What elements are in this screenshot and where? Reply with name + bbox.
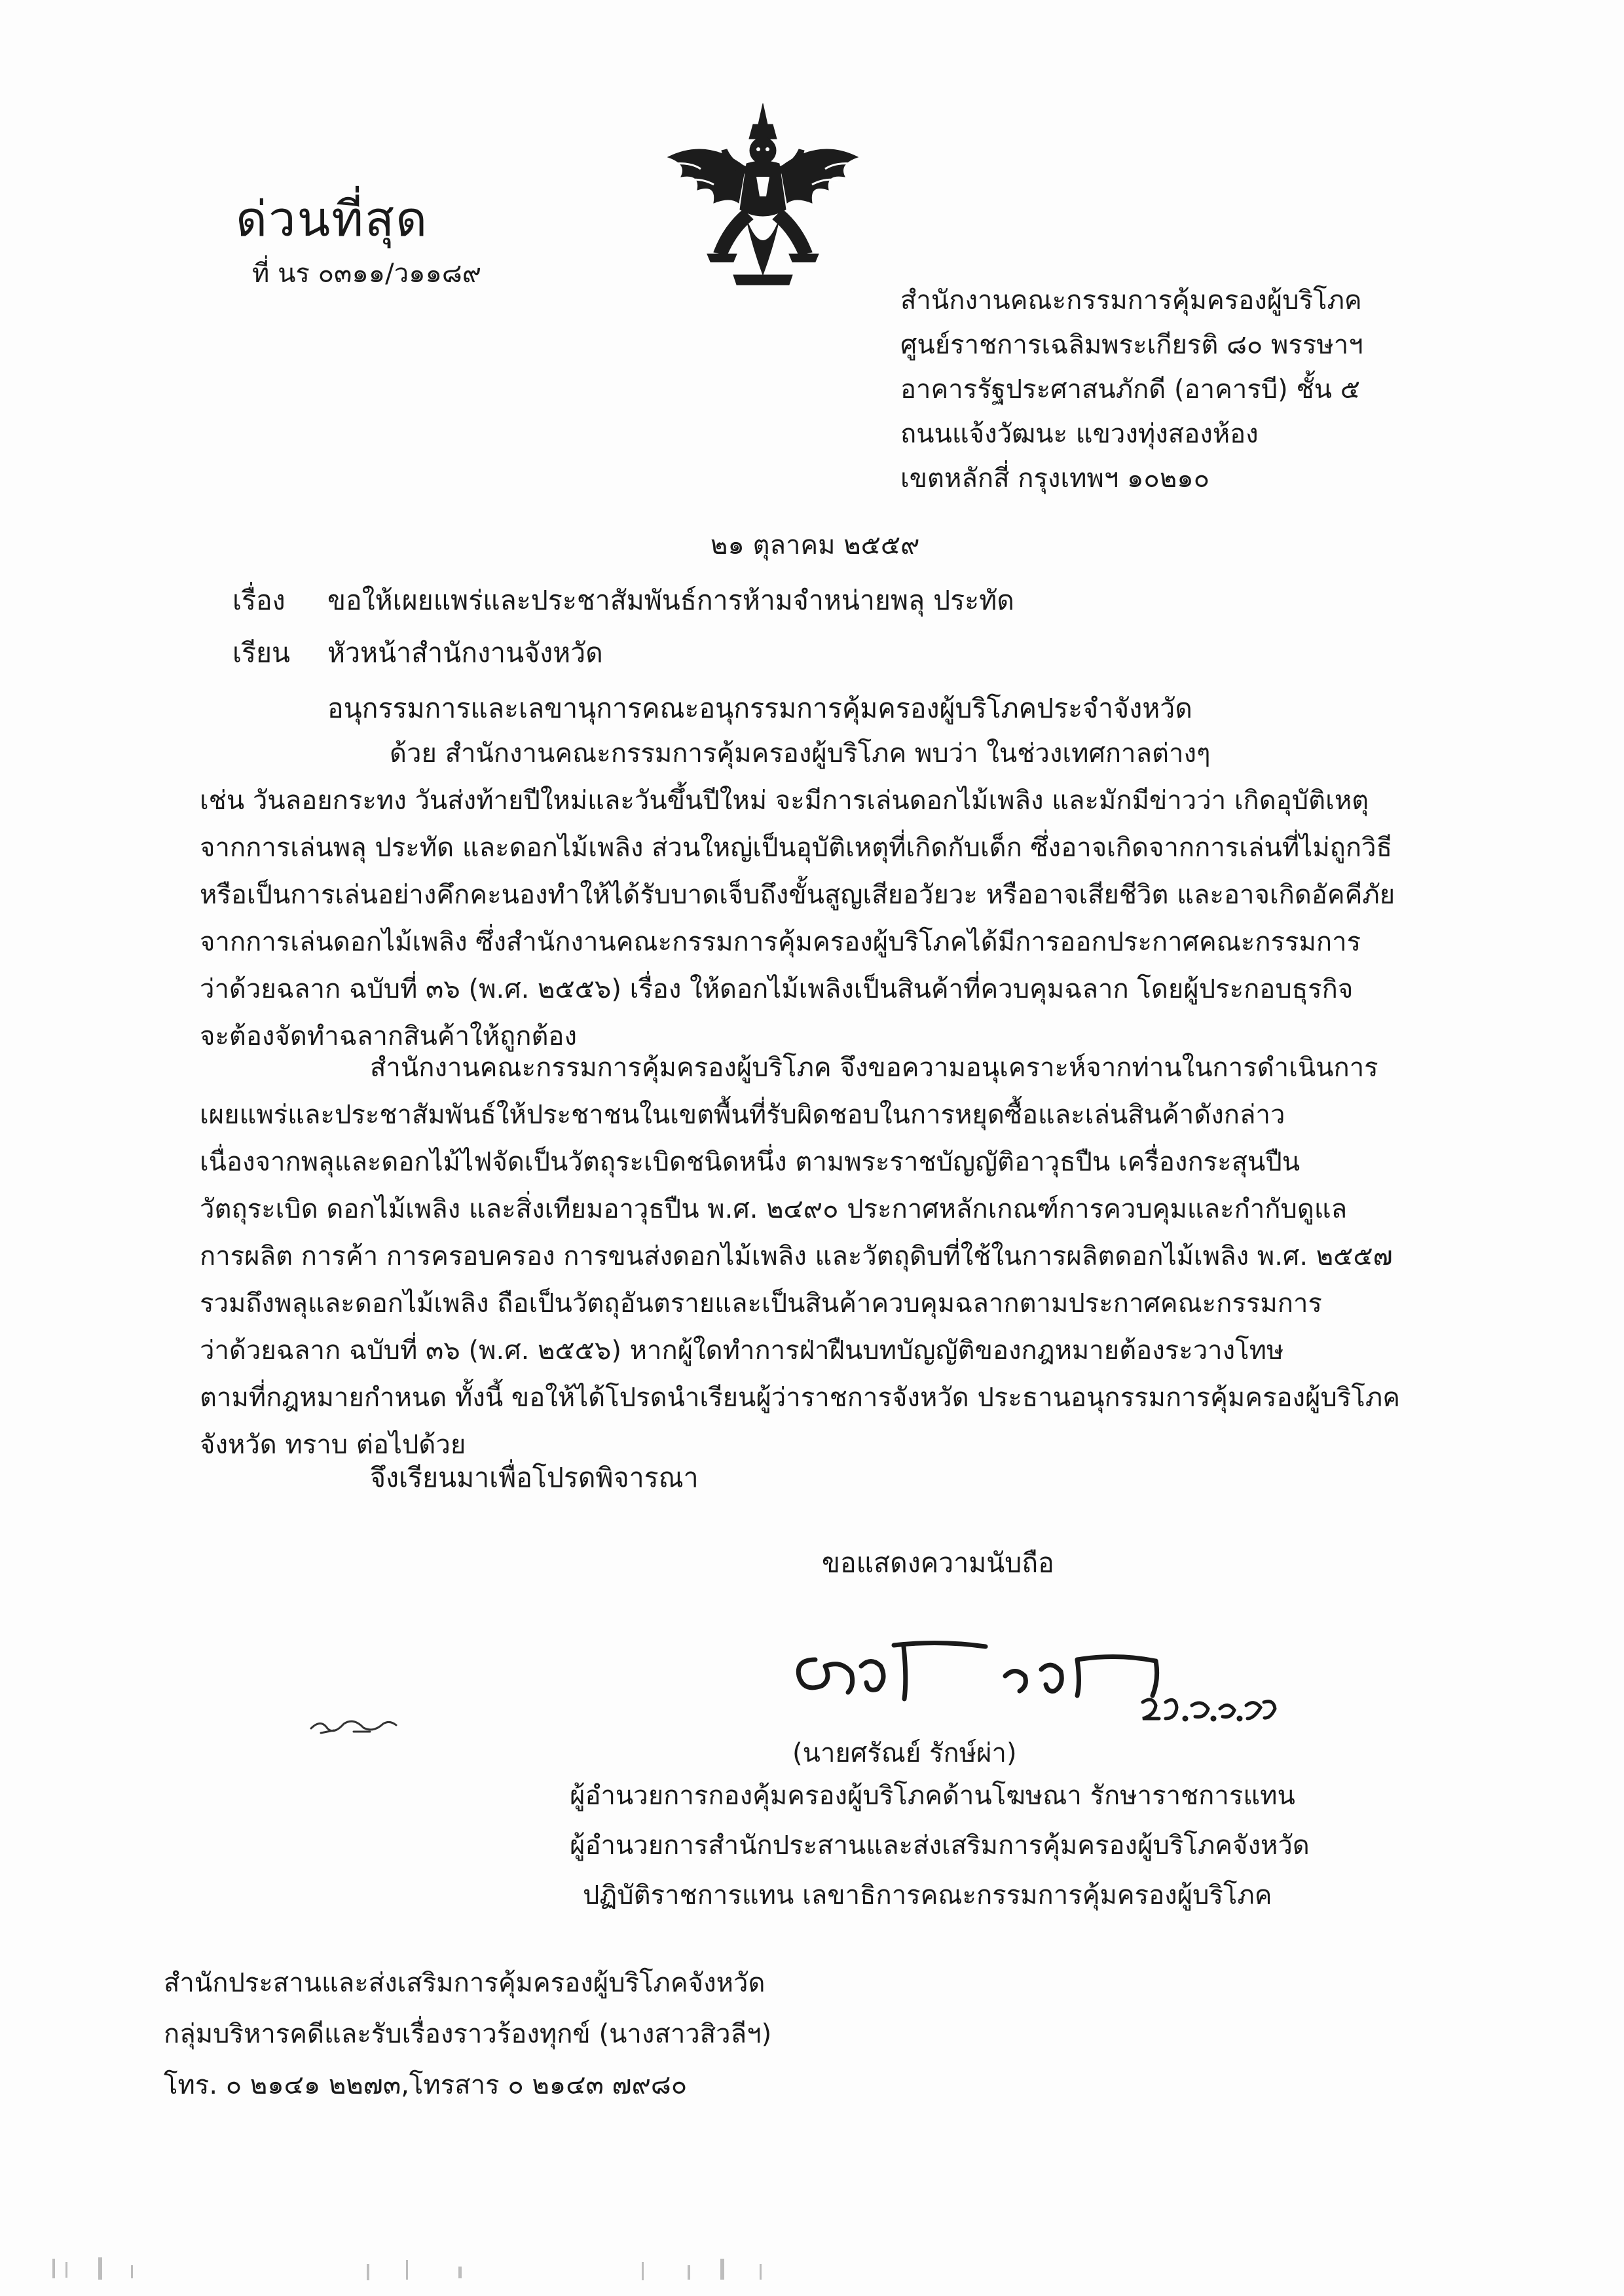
contact-line: กลุ่มบริหารคดีและรับเรื่องราวร้องทุกข์ (นางสาวสิวลีฯ) [164, 2019, 772, 2049]
paragraph-line: ตามที่กฎหมายกำหนด ทั้งนี้ ขอให้ได้โปรดนำเรียนผู้ว่าราชการจังหวัด ประธานอนุกรรมการคุ้มครองผู้บริโภค [200, 1383, 1400, 1413]
paragraph-line: ด้วย สำนักงานคณะกรรมการคุ้มครองผู้บริโภค พบว่า ในช่วงเทศกาลต่างๆ [390, 738, 1211, 769]
signer-title-line: ปฏิบัติราชการแทน เลขาธิการคณะกรรมการคุ้มครองผู้บริโภค [583, 1880, 1272, 1910]
scan-noise-decoration [0, 2226, 1624, 2296]
paragraph-line: เผยแพร่และประชาสัมพันธ์ให้ประชาชนในเขตพื้นที่รับผิดชอบในการหยุดซื้อและเล่นสินค้าดังกล่าว [200, 1100, 1285, 1130]
contact-block [164, 1958, 771, 2111]
address-line: ศูนย์ราชการเฉลิมพระเกียรติ ๘๐ พรรษาฯ [900, 330, 1363, 360]
respect-line: ขอแสดงความนับถือ [822, 1547, 1054, 1578]
closing-line: จึงเรียนมาเพื่อโปรดพิจารณา [370, 1462, 699, 1493]
paragraph-line: ว่าด้วยฉลาก ฉบับที่ ๓๖ (พ.ศ. ๒๕๕๖) หากผู้ใดทำการฝ่าฝืนบทบัญญัติของกฎหมายต้องระวางโทษ [200, 1336, 1284, 1366]
letter-date: ๒๑ ตุลาคม ๒๕๕๙ [710, 530, 920, 560]
handwritten-mark-image [308, 1712, 399, 1738]
recipient-line-2: อนุกรรมการและเลขานุการคณะอนุกรรมการคุ้มครองผู้บริโภคประจำจังหวัด [327, 693, 1192, 724]
handwritten-date-image [1136, 1689, 1280, 1728]
address-line: ถนนแจ้งวัฒนะ แขวงทุ่งสองห้อง [900, 419, 1259, 449]
address-line: สำนักงานคณะกรรมการคุ้มครองผู้บริโภค [900, 285, 1362, 316]
paragraph-line: จากการเล่นดอกไม้เพลิง ซึ่งสำนักงานคณะกรรมการคุ้มครองผู้บริโภคได้มีการออกประกาศคณะกรรมการ [200, 927, 1361, 957]
paragraph-line: ว่าด้วยฉลาก ฉบับที่ ๓๖ (พ.ศ. ๒๕๕๖) เรื่อง ให้ดอกไม้เพลิงเป็นสินค้าที่ควบคุมฉลาก โดยผู้ประกอบธุรกิจ [200, 974, 1354, 1004]
garuda-emblem-icon [661, 98, 864, 295]
body-paragraph-2 [200, 1044, 1441, 1468]
paragraph-line: สำนักงานคณะกรรมการคุ้มครองผู้บริโภค จึงขอความอนุเคราะห์จากท่านในการดำเนินการ [370, 1053, 1378, 1083]
signer-title-line: ผู้อำนวยการสำนักประสานและส่งเสริมการคุ้มครองผู้บริโภคจังหวัด [570, 1831, 1310, 1861]
signer-titles [570, 1771, 1310, 1920]
contact-line: โทร. ๐ ๒๑๔๑ ๒๒๗๓,โทรสาร ๐ ๒๑๔๓ ๗๙๘๐ [164, 2070, 688, 2100]
paragraph-line: การผลิต การค้า การครอบครอง การขนส่งดอกไม้เพลิง และวัตถุดิบที่ใช้ในการผลิตดอกไม้เพลิง พ.ศ. ๒๕๕๗ [200, 1241, 1393, 1271]
subject-label: เรื่อง [232, 585, 286, 616]
paragraph-line: จะต้องจัดทำฉลากสินค้าให้ถูกต้อง [200, 1021, 577, 1051]
signer-name: (นายศรัณย์ รักษ์ผ่า) [792, 1738, 1017, 1768]
paragraph-line: เนื่องจากพลุและดอกไม้ไฟจัดเป็นวัตถุระเบิดชนิดหนึ่ง ตามพระราชบัญญัติอาวุธปืน เครื่องกระสุนปืน [200, 1147, 1301, 1177]
urgency-label: ด่วนที่สุด [236, 191, 429, 247]
paragraph-line: จากการเล่นพลุ ประทัด และดอกไม้เพลิง ส่วนใหญ่เป็นอุบัติเหตุที่เกิดกับเด็ก ซึ่งอาจเกิดจากการเล่นที่ไม่ถูกวิธี [200, 833, 1392, 863]
address-line: อาคารรัฐประศาสนภักดี (อาคารบี) ชั้น ๕ [900, 374, 1360, 405]
signer-title-line: ผู้อำนวยการกองคุ้มครองผู้บริโภคด้านโฆษณา รักษาราชการแทน [570, 1781, 1295, 1811]
contact-line: สำนักประสานและส่งเสริมการคุ้มครองผู้บริโภคจังหวัด [164, 1968, 766, 1998]
sender-address [900, 278, 1363, 501]
paragraph-line: เช่น วันลอยกระทง วันส่งท้ายปีใหม่และวันขึ้นปีใหม่ จะมีการเล่นดอกไม้เพลิง และมักมีข่าวว่า เกิดอุบัติเหตุ [200, 786, 1369, 816]
body-paragraph-1 [200, 730, 1441, 1060]
paragraph-line: หรือเป็นการเล่นอย่างคึกคะนองทำให้ได้รับบาดเจ็บถึงขั้นสูญเสียอวัยวะ หรืออาจเสียชีวิต และอาจเกิดอัคคีภัย [200, 880, 1395, 910]
recipient-line-1: หัวหน้าสำนักงานจังหวัด [327, 637, 603, 668]
paragraph-line: วัตถุระเบิด ดอกไม้เพลิง และสิ่งเทียมอาวุธปืน พ.ศ. ๒๔๙๐ ประกาศหลักเกณฑ์การควบคุมและกำกับดูแล [200, 1194, 1348, 1224]
subject-text: ขอให้เผยแพร่และประชาสัมพันธ์การห้ามจำหน่ายพลุ ประทัด [327, 585, 1014, 616]
paragraph-line: จังหวัด ทราบ ต่อไปด้วย [200, 1430, 466, 1460]
document-number: ที่ นร ๐๓๑๑/ว๑๑๘๙ [252, 259, 482, 289]
paragraph-line: รวมถึงพลุและดอกไม้เพลิง ถือเป็นวัตถุอันตรายและเป็นสินค้าควบคุมฉลากตามประกาศคณะกรรมการ [200, 1288, 1322, 1319]
address-line: เขตหลักสี่ กรุงเทพฯ ๑๐๒๑๐ [900, 464, 1210, 494]
recipient-label: เรียน [232, 637, 291, 668]
